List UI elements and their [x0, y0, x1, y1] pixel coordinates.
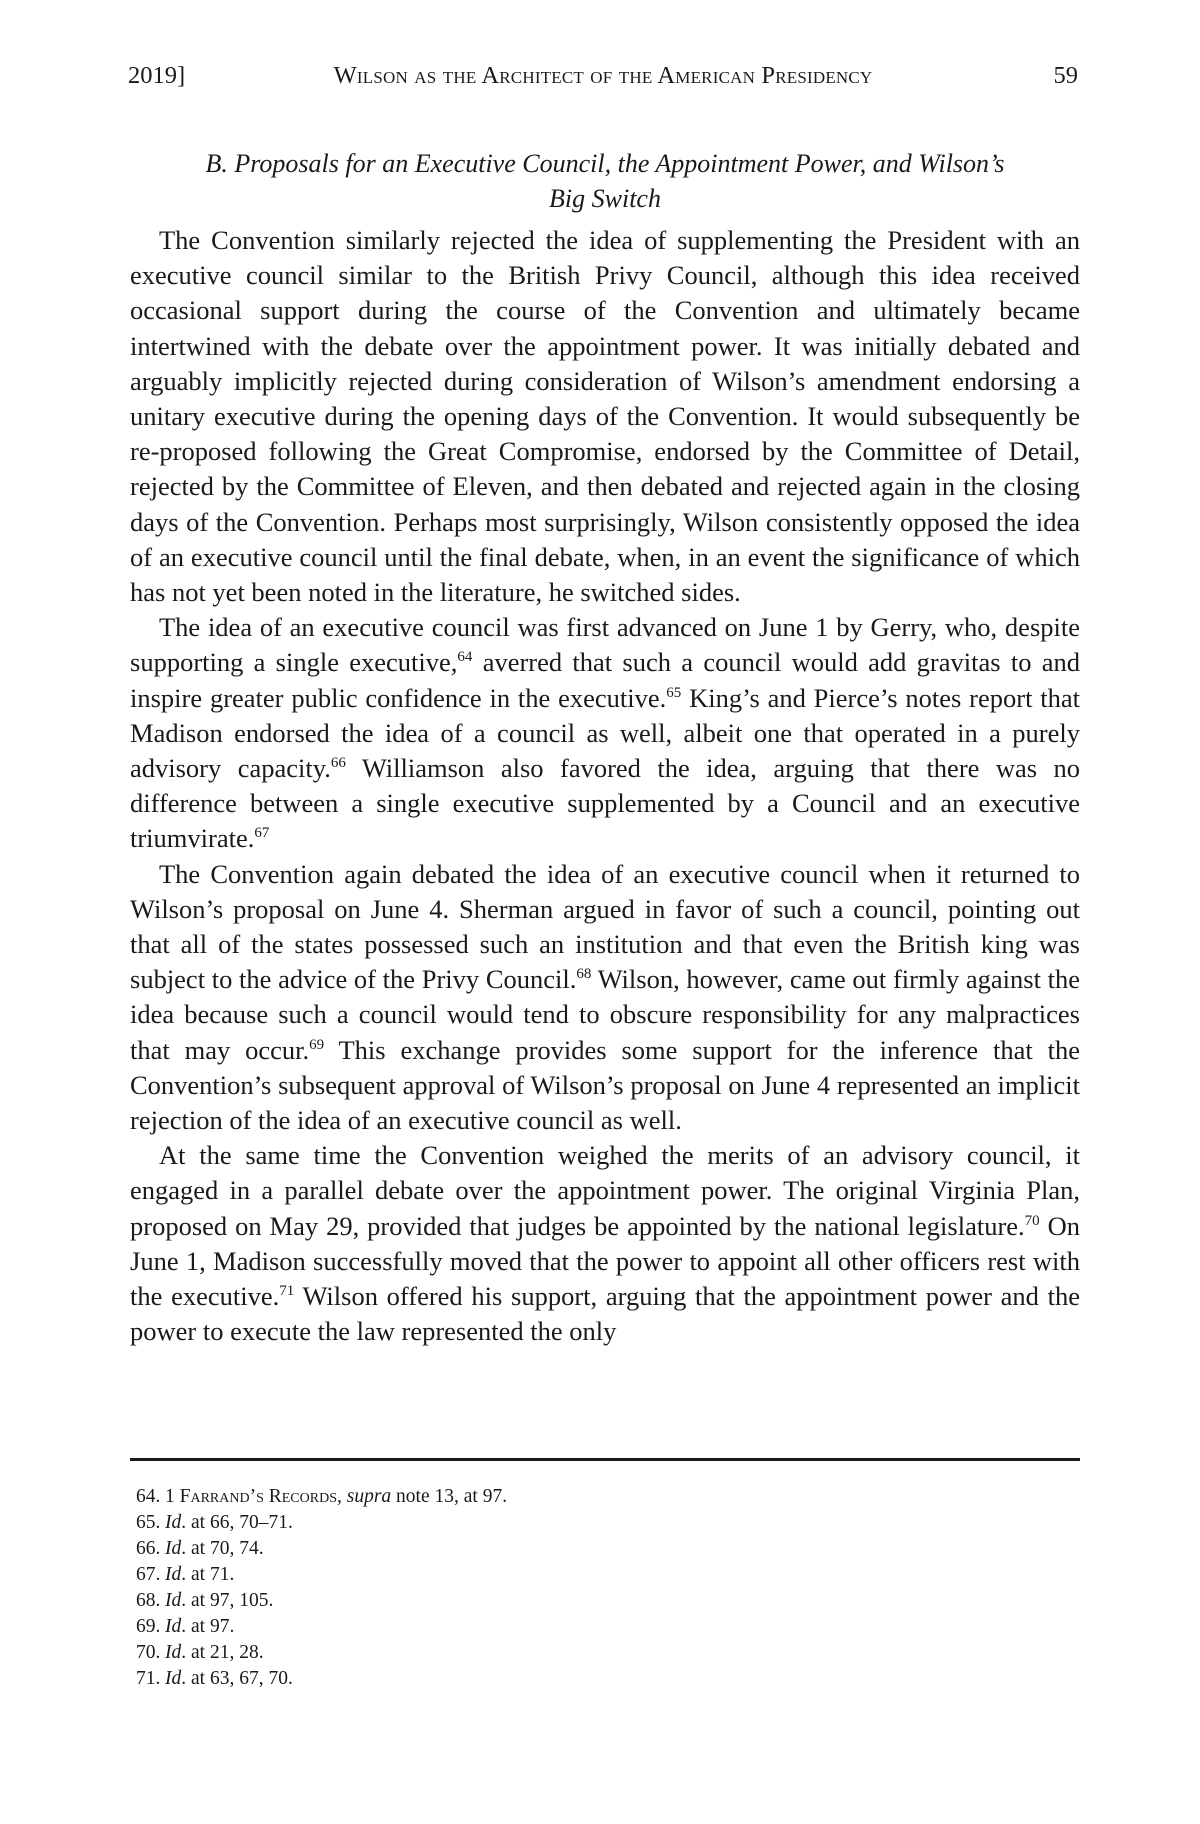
- footnote-70: [130, 1640, 1080, 1666]
- footnote-id: Id: [165, 1512, 182, 1533]
- paragraph-1: The Convention similarly rejected the idea of supplementing the President with an executive council similar to the British Privy Council, although this idea received occasional support during the course of the Convention and ultimately became intertwined with the debate over the appointment power. It was initially debated and arguably implicitly rejected during consideration of Wilson’s amendment endorsing a unitary executive during the opening days of the Convention. It would subsequently be re-proposed following the Great Compromise, endorsed by the Committee of Detail, rejected by the Committee of Eleven, and then debated and rejected again in the closing days of the Convention. Perhaps most surprisingly, Wilson consistently opposed the idea of an executive council until the final debate, when, in an event the significance of which has not yet been noted in the literature, he switched sides.: [130, 225, 1080, 608]
- footnote-source-title: Farrand’s Records: [179, 1486, 337, 1507]
- footnote-68: [130, 1588, 1080, 1614]
- footnote-text: . at 21, 28.: [181, 1642, 264, 1663]
- footnote-id: Id: [165, 1616, 182, 1637]
- footnote-number: 64.: [136, 1486, 161, 1507]
- paragraph-4-text-2: On June 1, Madison successfully moved that the power to appoint all other officers rest with the executive.: [130, 1210, 1080, 1312]
- paragraph-3: [130, 857, 1080, 1139]
- footnote-text: ,: [336, 1486, 347, 1507]
- paragraph-2-text-3: King’s and Pierce’s notes report that Madison endorsed the idea of a council as well, albeit one that operated in a purely advisory capacity.: [130, 682, 1080, 784]
- footnote-id: Id: [165, 1590, 182, 1611]
- paragraph-4-text-3: Wilson offered his support, arguing that the appointment power and the power to execute the law represented the only: [130, 1281, 1080, 1347]
- footnote-number: 69.: [136, 1616, 161, 1637]
- footnote-ref-65: 65: [666, 684, 682, 701]
- footnote-id: Id: [165, 1668, 182, 1689]
- footnote-67: [130, 1562, 1080, 1588]
- header-title: Wilson as the Architect of the American Presidency: [333, 62, 873, 89]
- paragraph-4: [130, 1138, 1080, 1349]
- footnote-ref-71: 71: [279, 1283, 295, 1300]
- footnote-number: 66.: [136, 1538, 161, 1559]
- running-header: [128, 58, 1078, 94]
- footnote-text: note 13, at 97.: [391, 1486, 508, 1507]
- section-heading: [130, 146, 1080, 216]
- footnote-number: 70.: [136, 1642, 161, 1663]
- paragraph-3-text-3: This exchange provides some support for the inference that the Convention’s subsequent approval of Wilson’s proposal on June 4 represented an implicit rejection of the idea of an executive council as well.: [130, 1034, 1081, 1136]
- footnote-text: . at 66, 70–71.: [181, 1512, 293, 1533]
- paragraph-2-text-4: Williamson also favored the idea, arguing that there was no difference between a single executive supplemented by a Council and an executive triumvirate.: [130, 753, 1080, 854]
- footnote-ref-66: 66: [330, 755, 346, 772]
- paragraph-3-text-2: Wilson, however, came out firmly against the idea because such a council would tend to obscure responsibility for any malpractices that may occur.: [130, 964, 1081, 1065]
- footnote-ref-70: 70: [1024, 1212, 1040, 1229]
- paragraph-2: [130, 610, 1080, 856]
- section-heading-line-2: Big Switch: [549, 184, 661, 213]
- paragraph-2-text-2: averred that such a council would add gravitas to and inspire greater public confidence in the executive.: [130, 647, 1081, 713]
- footnote-ref-69: 69: [309, 1036, 325, 1053]
- paragraph-4-text-1: At the same time the Convention weighed the merits of an advisory council, it engaged in a parallel debate over the appointment power. The original Virginia Plan, proposed on May 29, provided that judges be appointed by the national legislature.: [130, 1140, 1080, 1241]
- footnote-number: 65.: [136, 1512, 161, 1533]
- footnote-text: . at 63, 67, 70.: [181, 1668, 293, 1689]
- footnote-text: . at 71.: [181, 1564, 235, 1585]
- footnote-text: 1: [165, 1486, 180, 1507]
- footnote-ref-67: 67: [254, 825, 270, 842]
- footnote-64: [130, 1484, 1080, 1510]
- footnote-text: . at 97.: [181, 1616, 235, 1637]
- footnote-ref-68: 68: [576, 966, 592, 983]
- footnote-65: [130, 1510, 1080, 1536]
- footnotes: [130, 1484, 1080, 1692]
- footnote-id: Id: [165, 1564, 182, 1585]
- footnote-id: Id: [165, 1642, 182, 1663]
- footnote-text: . at 70, 74.: [181, 1538, 264, 1559]
- footnote-number: 71.: [136, 1668, 161, 1689]
- page-number: 59: [1053, 62, 1078, 89]
- paragraph-3-text-1: The Convention again debated the idea of an executive council when it returned to Wilson’s proposal on June 4. Sherman argued in favor of such a council, pointing out that all of the states possessed such an institution and that even the British king was subject to the advice of the Privy Council.: [130, 858, 1080, 995]
- header-year: 2019]: [128, 62, 186, 89]
- footnote-66: [130, 1536, 1080, 1562]
- footnote-number: 68.: [136, 1590, 161, 1611]
- footnote-text: . at 97, 105.: [181, 1590, 274, 1611]
- footnote-69: [130, 1614, 1080, 1640]
- paragraph-2-text-1: The idea of an executive council was first advanced on June 1 by Gerry, who, despite supporting a single executive,: [130, 612, 1080, 678]
- section-heading-line-1: B. Proposals for an Executive Council, the Appointment Power, and Wilson’s: [205, 149, 1005, 178]
- footnote-number: 67.: [136, 1564, 161, 1585]
- article-body: [130, 146, 1080, 1350]
- footnote-ref-64: 64: [457, 649, 473, 666]
- footnote-71: [130, 1666, 1080, 1692]
- footnote-id: Id: [165, 1538, 182, 1559]
- footnote-signal: supra: [346, 1486, 392, 1507]
- footnote-divider: [130, 1458, 1080, 1461]
